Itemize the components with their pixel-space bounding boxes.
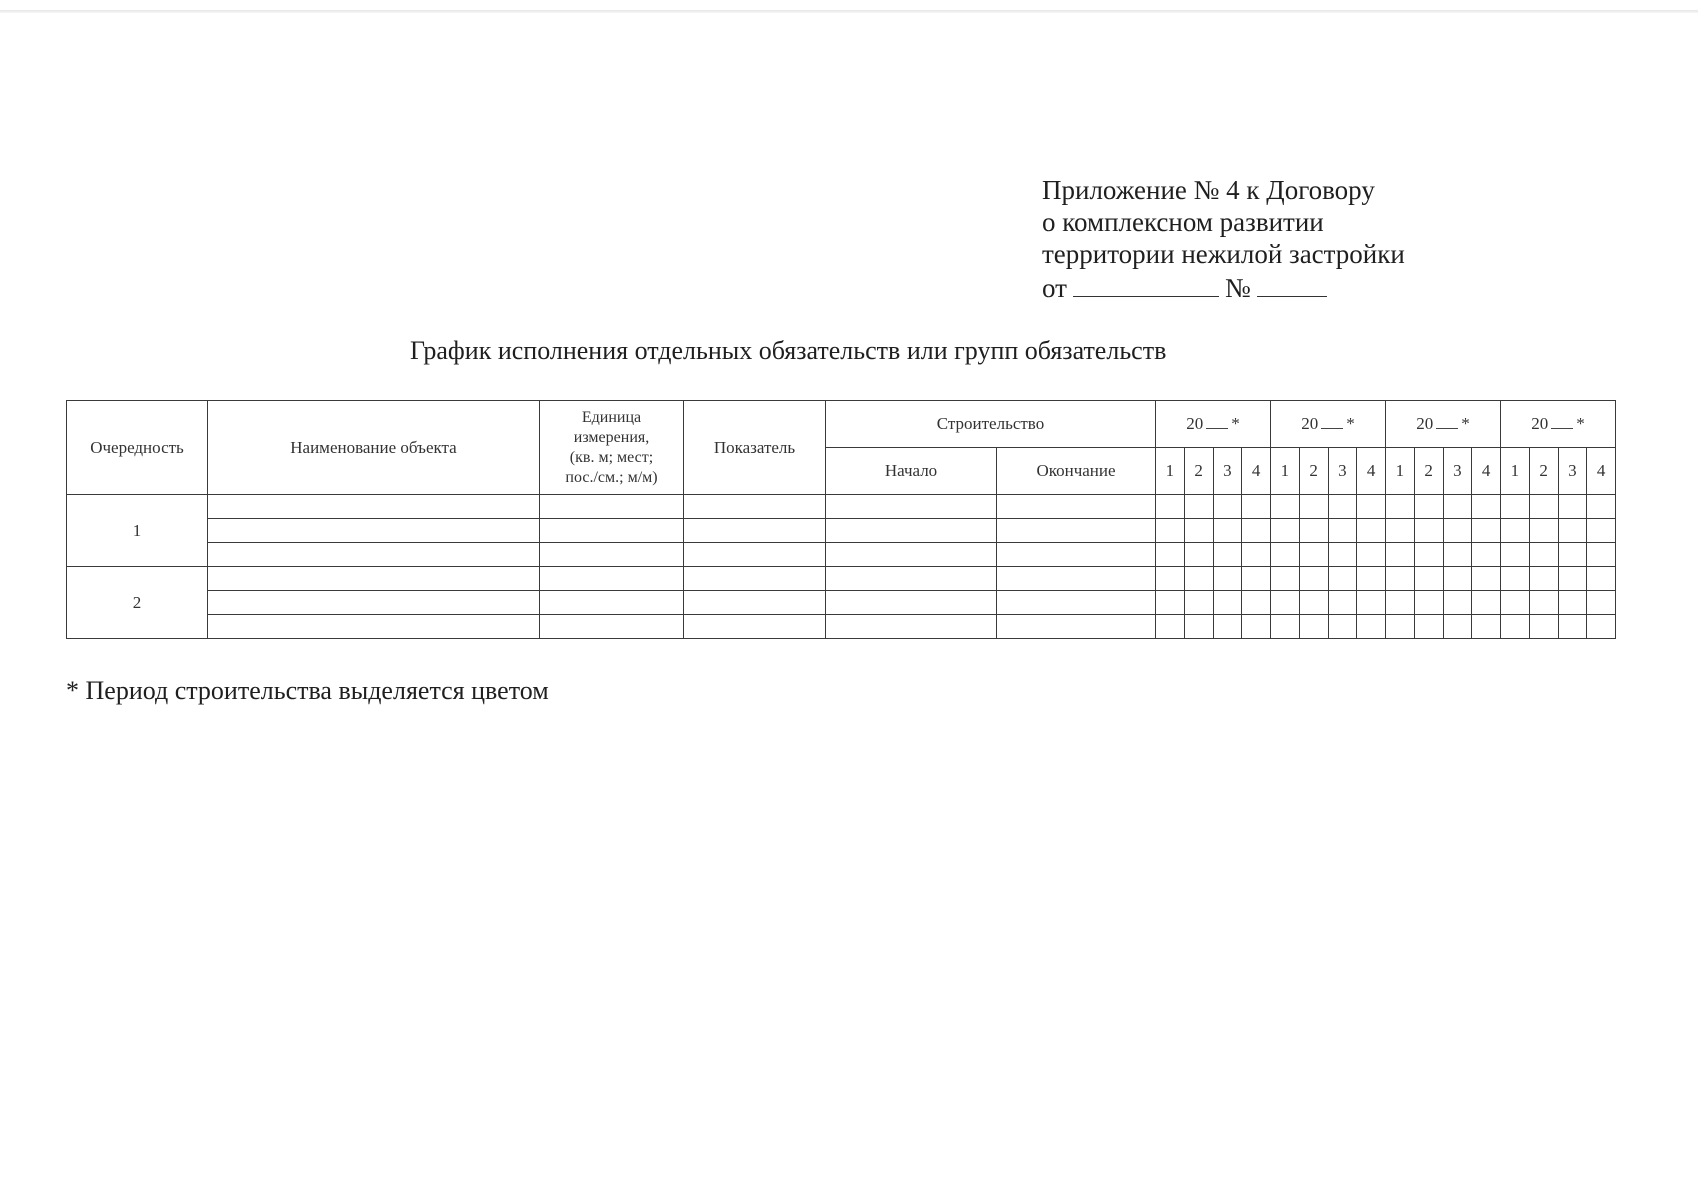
empty-cell <box>540 615 684 639</box>
empty-cell <box>1529 615 1558 639</box>
empty-cell <box>1357 495 1386 519</box>
empty-cell <box>1386 615 1415 639</box>
empty-cell <box>1386 495 1415 519</box>
empty-cell <box>1472 543 1501 567</box>
empty-cell <box>1472 615 1501 639</box>
empty-cell <box>826 495 997 519</box>
empty-cell <box>1184 567 1213 591</box>
header-unit <box>540 401 684 495</box>
empty-cell <box>1328 567 1357 591</box>
quarter-1: 1 <box>1501 448 1530 495</box>
table-row <box>67 543 1616 567</box>
empty-cell <box>1328 591 1357 615</box>
empty-cell <box>1414 567 1443 591</box>
empty-cell <box>997 495 1156 519</box>
header-unit-line-2: измерения, <box>573 428 650 446</box>
year-prefix: 20 <box>1416 414 1434 433</box>
header-object-name: Наименование объекта <box>208 401 540 495</box>
empty-cell <box>1357 615 1386 639</box>
empty-cell <box>997 591 1156 615</box>
empty-cell <box>540 495 684 519</box>
empty-cell <box>1587 567 1616 591</box>
empty-cell <box>684 495 826 519</box>
quarter-2: 2 <box>1414 448 1443 495</box>
empty-cell <box>540 591 684 615</box>
header-year-4 <box>1501 401 1616 448</box>
quarter-1: 1 <box>1386 448 1415 495</box>
empty-cell <box>1501 567 1530 591</box>
table-row <box>67 495 1616 519</box>
quarter-3: 3 <box>1213 448 1242 495</box>
empty-cell <box>1529 567 1558 591</box>
quarter-4: 4 <box>1357 448 1386 495</box>
empty-cell <box>1328 543 1357 567</box>
empty-cell <box>208 615 540 639</box>
empty-cell <box>1271 495 1300 519</box>
empty-cell <box>1386 543 1415 567</box>
empty-cell <box>1443 591 1472 615</box>
empty-cell <box>1299 543 1328 567</box>
header-unit-line-1: Единица <box>581 408 642 426</box>
empty-cell <box>1529 543 1558 567</box>
empty-cell <box>826 591 997 615</box>
empty-cell <box>1501 591 1530 615</box>
empty-cell <box>1443 519 1472 543</box>
empty-cell <box>540 567 684 591</box>
empty-cell <box>826 615 997 639</box>
empty-cell <box>1558 519 1587 543</box>
empty-cell <box>826 567 997 591</box>
quarter-2: 2 <box>1299 448 1328 495</box>
empty-cell <box>1472 495 1501 519</box>
empty-cell <box>1184 615 1213 639</box>
year-blank <box>1321 414 1343 429</box>
empty-cell <box>1328 615 1357 639</box>
empty-cell <box>1414 615 1443 639</box>
empty-cell <box>1213 543 1242 567</box>
empty-cell <box>1299 495 1328 519</box>
order-cell-2: 2 <box>67 567 208 639</box>
quarter-3: 3 <box>1328 448 1357 495</box>
empty-cell <box>1242 567 1271 591</box>
appendix-line-4 <box>1042 270 1405 304</box>
empty-cell <box>1299 591 1328 615</box>
quarter-1: 1 <box>1156 448 1185 495</box>
year-blank <box>1206 414 1228 429</box>
empty-cell <box>1357 567 1386 591</box>
year-prefix: 20 <box>1531 414 1549 433</box>
quarter-4: 4 <box>1242 448 1271 495</box>
empty-cell <box>1472 567 1501 591</box>
empty-cell <box>1242 543 1271 567</box>
empty-cell <box>1386 519 1415 543</box>
empty-cell <box>208 495 540 519</box>
header-year-3 <box>1386 401 1501 448</box>
year-mark: * <box>1576 414 1585 433</box>
empty-cell <box>540 543 684 567</box>
order-cell-1: 1 <box>67 495 208 567</box>
empty-cell <box>208 567 540 591</box>
scan-edge <box>0 10 1698 13</box>
number-blank <box>1257 270 1327 297</box>
empty-cell <box>684 543 826 567</box>
empty-cell <box>208 519 540 543</box>
year-mark: * <box>1461 414 1470 433</box>
empty-cell <box>684 591 826 615</box>
empty-cell <box>1501 543 1530 567</box>
empty-cell <box>1242 591 1271 615</box>
empty-cell <box>1558 567 1587 591</box>
empty-cell <box>1156 543 1185 567</box>
appendix-date-prefix: от <box>1042 273 1067 303</box>
empty-cell <box>1156 567 1185 591</box>
empty-cell <box>1414 519 1443 543</box>
empty-cell <box>1501 495 1530 519</box>
empty-cell <box>1184 519 1213 543</box>
empty-cell <box>1357 543 1386 567</box>
year-mark: * <box>1346 414 1355 433</box>
empty-cell <box>1156 519 1185 543</box>
table-row <box>67 567 1616 591</box>
empty-cell <box>1213 495 1242 519</box>
empty-cell <box>1386 591 1415 615</box>
empty-cell <box>1328 495 1357 519</box>
empty-cell <box>1184 543 1213 567</box>
footnote: * Период строительства выделяется цветом <box>66 676 549 705</box>
empty-cell <box>684 519 826 543</box>
empty-cell <box>1299 615 1328 639</box>
empty-cell <box>1156 591 1185 615</box>
appendix-number-sign: № <box>1224 273 1251 303</box>
appendix-block <box>1042 174 1405 304</box>
empty-cell <box>1414 591 1443 615</box>
empty-cell <box>1357 591 1386 615</box>
table-row <box>67 615 1616 639</box>
empty-cell <box>1299 567 1328 591</box>
document-title: График исполнения отдельных обязательств или групп обязательств <box>410 336 1167 365</box>
empty-cell <box>1529 519 1558 543</box>
empty-cell <box>1213 591 1242 615</box>
quarter-1: 1 <box>1271 448 1300 495</box>
empty-cell <box>1328 519 1357 543</box>
empty-cell <box>1213 615 1242 639</box>
empty-cell <box>684 567 826 591</box>
header-start: Начало <box>826 448 997 495</box>
quarter-2: 2 <box>1529 448 1558 495</box>
empty-cell <box>1501 615 1530 639</box>
empty-cell <box>1529 591 1558 615</box>
empty-cell <box>826 519 997 543</box>
appendix-line-2: о комплексном развитии <box>1042 207 1324 237</box>
empty-cell <box>1184 495 1213 519</box>
empty-cell <box>826 543 997 567</box>
header-construction: Строительство <box>826 401 1156 448</box>
year-blank <box>1551 414 1573 429</box>
empty-cell <box>1213 567 1242 591</box>
empty-cell <box>997 519 1156 543</box>
empty-cell <box>1242 519 1271 543</box>
header-row-1 <box>67 401 1616 448</box>
empty-cell <box>1271 615 1300 639</box>
empty-cell <box>1299 519 1328 543</box>
empty-cell <box>1242 615 1271 639</box>
year-prefix: 20 <box>1186 414 1204 433</box>
empty-cell <box>1443 567 1472 591</box>
empty-cell <box>1443 615 1472 639</box>
empty-cell <box>1501 519 1530 543</box>
empty-cell <box>1184 591 1213 615</box>
year-blank <box>1436 414 1458 429</box>
empty-cell <box>1213 519 1242 543</box>
empty-cell <box>684 615 826 639</box>
empty-cell <box>1587 519 1616 543</box>
empty-cell <box>1271 567 1300 591</box>
empty-cell <box>997 567 1156 591</box>
empty-cell <box>1558 495 1587 519</box>
empty-cell <box>208 543 540 567</box>
appendix-line-1: Приложение № 4 к Договору <box>1042 175 1375 205</box>
quarter-2: 2 <box>1184 448 1213 495</box>
empty-cell <box>997 615 1156 639</box>
empty-cell <box>1558 591 1587 615</box>
empty-cell <box>1414 543 1443 567</box>
header-year-2 <box>1271 401 1386 448</box>
empty-cell <box>1558 615 1587 639</box>
header-order: Очередность <box>67 401 208 495</box>
empty-cell <box>1587 495 1616 519</box>
empty-cell <box>1558 543 1587 567</box>
empty-cell <box>1472 519 1501 543</box>
empty-cell <box>208 591 540 615</box>
header-unit-line-3: (кв. м; мест; <box>569 448 654 466</box>
empty-cell <box>1472 591 1501 615</box>
year-prefix: 20 <box>1301 414 1319 433</box>
empty-cell <box>997 543 1156 567</box>
date-blank <box>1073 270 1219 297</box>
schedule-table <box>66 400 1616 639</box>
empty-cell <box>1271 543 1300 567</box>
table-row <box>67 519 1616 543</box>
year-mark: * <box>1231 414 1240 433</box>
empty-cell <box>1414 495 1443 519</box>
appendix-line-3: территории нежилой застройки <box>1042 239 1405 269</box>
header-unit-line-4: пос./см.; м/м) <box>565 468 658 486</box>
empty-cell <box>1242 495 1271 519</box>
empty-cell <box>1386 567 1415 591</box>
quarter-4: 4 <box>1587 448 1616 495</box>
empty-cell <box>1587 543 1616 567</box>
quarter-4: 4 <box>1472 448 1501 495</box>
empty-cell <box>1271 519 1300 543</box>
empty-cell <box>1443 543 1472 567</box>
quarter-3: 3 <box>1558 448 1587 495</box>
empty-cell <box>1271 591 1300 615</box>
header-indicator: Показатель <box>684 401 826 495</box>
empty-cell <box>1357 519 1386 543</box>
empty-cell <box>1587 615 1616 639</box>
header-end: Окончание <box>997 448 1156 495</box>
empty-cell <box>540 519 684 543</box>
empty-cell <box>1443 495 1472 519</box>
empty-cell <box>1156 615 1185 639</box>
header-year-1 <box>1156 401 1271 448</box>
table-row <box>67 591 1616 615</box>
empty-cell <box>1156 495 1185 519</box>
empty-cell <box>1529 495 1558 519</box>
empty-cell <box>1587 591 1616 615</box>
quarter-3: 3 <box>1443 448 1472 495</box>
